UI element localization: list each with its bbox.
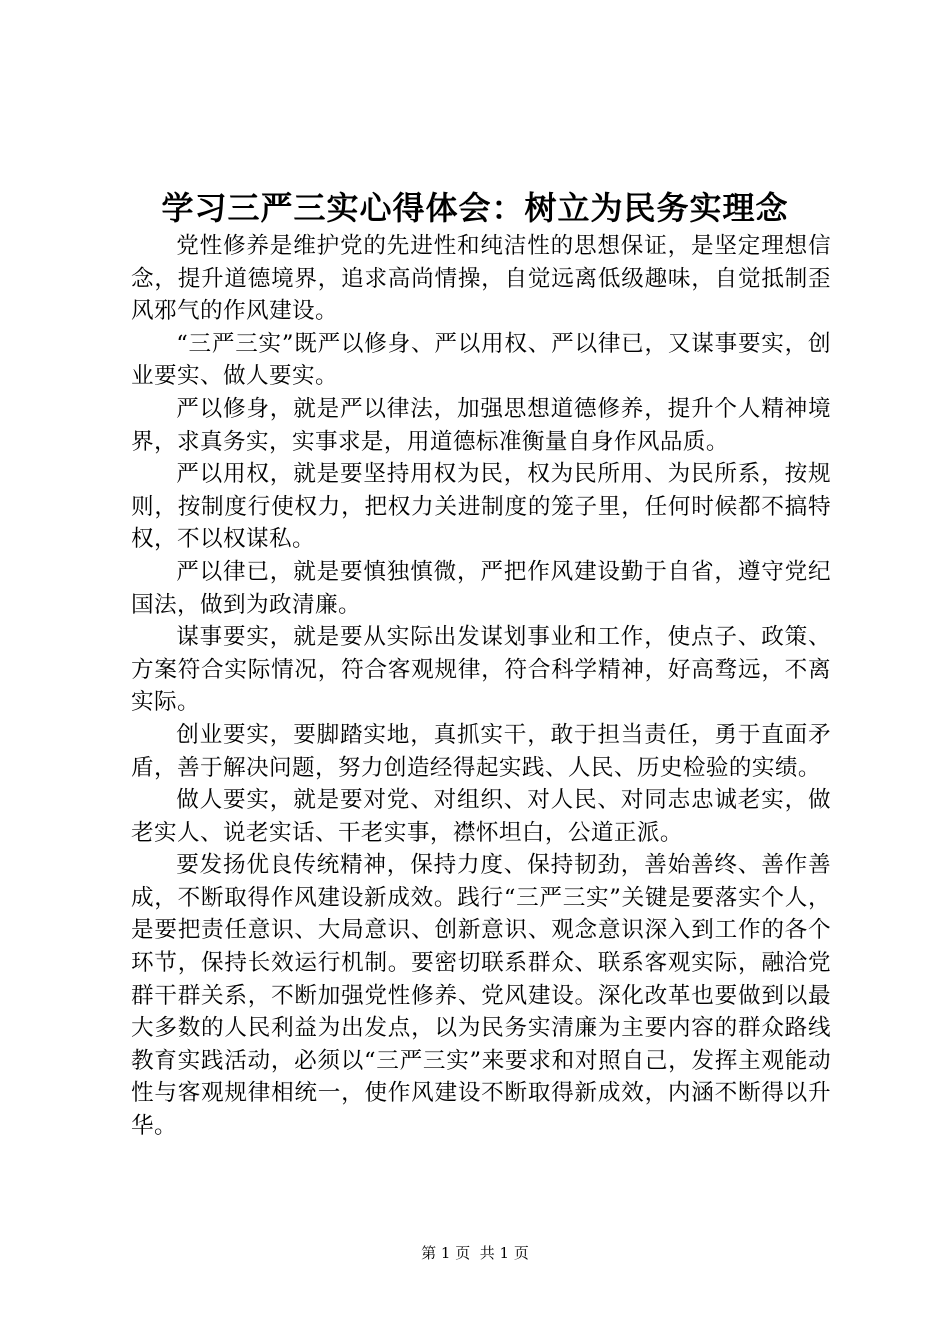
paragraph: 创业要实，要脚踏实地，真抓实干，敢于担当责任，勇于直面矛盾，善于解决问题，努力创造经得起实践、人民、历史检验的实绩。 bbox=[131, 721, 831, 781]
document-body bbox=[131, 230, 831, 1143]
paragraph: “三严三实”既严以修身、严以用权、严以律已，又谋事要实，创业要实、做人要实。 bbox=[131, 330, 831, 390]
paragraph: 严以律已，就是要慎独慎微，严把作风建设勤于自省，遵守党纪国法，做到为政清廉。 bbox=[131, 558, 831, 618]
paragraph: 党性修养是维护党的先进性和纯洁性的思想保证，是坚定理想信念，提升道德境界，追求高尚情操，自觉远离低级趣味，自觉抵制歪风邪气的作风建设。 bbox=[131, 233, 831, 325]
paragraph: 做人要实，就是要对党、对组织、对人民、对同志忠诚老实，做老实人、说老实话、干老实事，襟怀坦白，公道正派。 bbox=[131, 787, 831, 846]
paragraph: 严以修身，就是严以律法，加强思想道德修养，提升个人精神境界，求真务实，实事求是，用道德标准衡量自身作风品质。 bbox=[131, 395, 831, 455]
document-title: 学习三严三实心得体会：树立为民务实理念 bbox=[161, 189, 789, 227]
paragraph: 谋事要实，就是要从实际出发谋划事业和工作，使点子、政策、方案符合实际情况，符合客观规律，符合科学精神，好高骛远，不离实际。 bbox=[131, 624, 831, 716]
paragraph: 要发扬优良传统精神，保持力度、保持韧劲，善始善终、善作善成，不断取得作风建设新成效。践行“三严三实”关键是要落实个人，是要把责任意识、大局意识、创新意识、观念意识深入到工作的各个环节，保持长效运行机制。要密切联系群众、联系客观实际，融洽党群干群关系，不断加强党性修养、党风建设。深化改革也要做到以最大多数的人民利益为出发点，以为民务实清廉为主要内容的群众路线教育实践活动，必须以“三严三实”来要求和对照自己，发挥主观能动性与客观规律相统一，使作风建设不断取得新成效，内涵不断得以升华。 bbox=[131, 852, 831, 1140]
page-footer: 第 1 页 共 1 页 bbox=[421, 1244, 529, 1262]
paragraph: 严以用权，就是要坚持用权为民，权为民所用、为民所系，按规则，按制度行使权力，把权力关进制度的笼子里，任何时候都不搞特权，不以权谋私。 bbox=[131, 461, 831, 553]
